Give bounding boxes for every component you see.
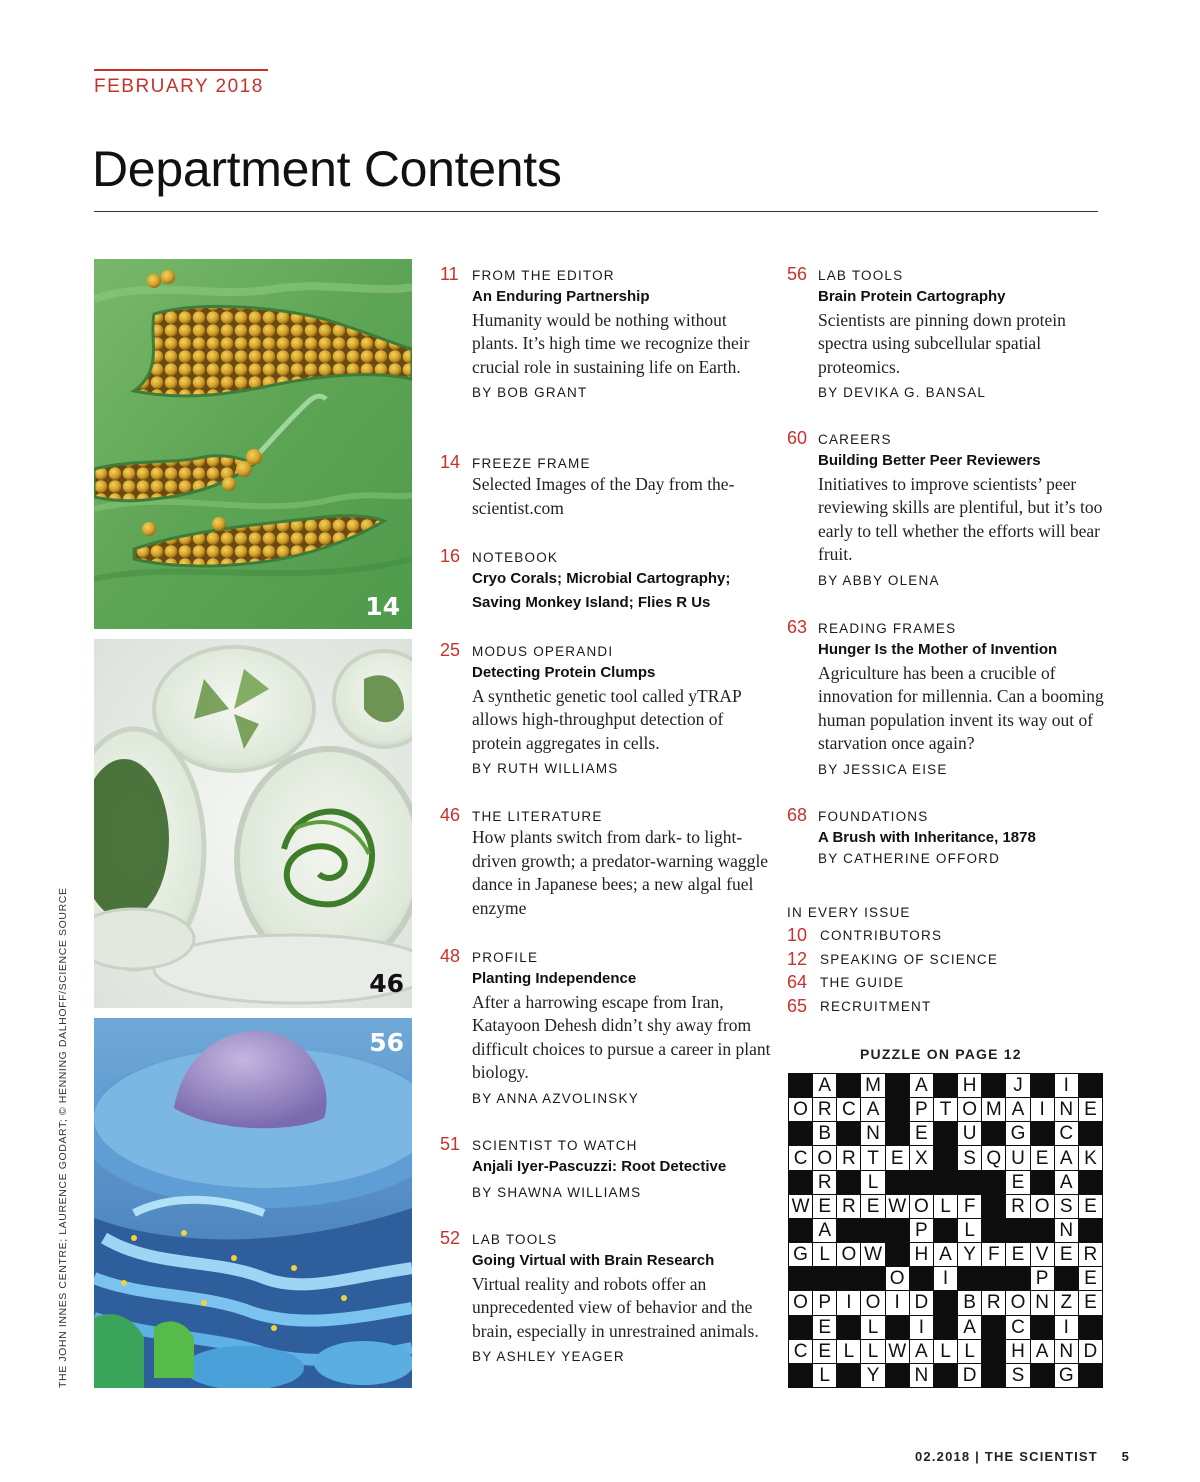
crossword-cell[interactable]: E xyxy=(1079,1291,1102,1314)
entry-page-number: 60 xyxy=(787,428,808,448)
crossword-block xyxy=(789,1122,812,1145)
crossword-block xyxy=(982,1267,1005,1290)
crossword-cell[interactable]: R xyxy=(1079,1243,1102,1266)
crossword-cell[interactable]: A xyxy=(1055,1171,1078,1194)
page-number: 5 xyxy=(1121,1449,1130,1464)
entry-byline: BY ANNA AZVOLINSKY xyxy=(472,1090,639,1106)
entry-department: NOTEBOOK xyxy=(472,550,559,565)
crossword-block xyxy=(789,1364,812,1387)
crossword-cell[interactable]: H xyxy=(1006,1340,1029,1363)
photo-petri-dishes xyxy=(94,639,412,1008)
crossword-block xyxy=(1079,1219,1102,1242)
crossword-cell[interactable]: N xyxy=(1055,1219,1078,1242)
crossword-cell[interactable]: O xyxy=(1006,1291,1029,1314)
crossword-cell[interactable]: E xyxy=(813,1316,836,1339)
crossword-cell[interactable]: A xyxy=(1055,1146,1078,1169)
every-issue-heading: IN EVERY ISSUE xyxy=(787,905,911,920)
crossword-block xyxy=(1079,1171,1102,1194)
crossword-cell[interactable]: A xyxy=(813,1074,836,1097)
crossword-cell[interactable]: O xyxy=(837,1243,860,1266)
crossword-cell[interactable]: A xyxy=(958,1316,981,1339)
entry-dek: Initiatives to improve scientists’ peer reviewing skills are plentiful, but it’s too early to tell whether the efforts will bear fruit. xyxy=(818,473,1103,564)
crossword-block xyxy=(861,1267,884,1290)
entry-page-number: 14 xyxy=(440,452,461,472)
crossword-cell[interactable]: A xyxy=(1031,1340,1054,1363)
crossword-cell[interactable]: A xyxy=(934,1243,957,1266)
every-issue-label: SPEAKING OF SCIENCE xyxy=(820,951,999,967)
crossword-block xyxy=(1031,1171,1054,1194)
crossword-block xyxy=(934,1219,957,1242)
crossword-cell[interactable]: Y xyxy=(958,1243,981,1266)
entry-department: SCIENTIST TO WATCH xyxy=(472,1138,638,1153)
photo-cell-illustration xyxy=(94,1018,412,1388)
crossword-cell[interactable]: E xyxy=(1006,1171,1029,1194)
crossword-cell[interactable]: O xyxy=(861,1291,884,1314)
entry-department: READING FRAMES xyxy=(818,621,957,636)
crossword-block xyxy=(886,1171,909,1194)
toc-entry xyxy=(440,805,772,920)
crossword-cell[interactable]: L xyxy=(813,1364,836,1387)
entry-headline[interactable]: Planting Independence xyxy=(472,970,637,987)
every-issue-page: 10 xyxy=(787,925,808,946)
crossword-cell[interactable]: P xyxy=(1031,1267,1054,1290)
entry-byline: BY RUTH WILLIAMS xyxy=(472,761,619,776)
crossword-cell[interactable]: R xyxy=(813,1171,836,1194)
crossword-cell[interactable]: N xyxy=(861,1122,884,1145)
crossword-cell[interactable]: Z xyxy=(1055,1291,1078,1314)
crossword-cell[interactable]: R xyxy=(837,1146,860,1169)
crossword-cell[interactable]: E xyxy=(1079,1267,1102,1290)
photo-page-number: 56 xyxy=(369,1028,404,1057)
crossword-block xyxy=(982,1171,1005,1194)
crossword-cell[interactable]: F xyxy=(982,1243,1005,1266)
crossword-cell[interactable]: I xyxy=(886,1291,909,1314)
page-folio xyxy=(915,1449,1130,1464)
crossword-block xyxy=(982,1122,1005,1145)
crossword-cell[interactable]: O xyxy=(886,1267,909,1290)
toc-entry xyxy=(440,264,772,402)
entry-dek: After a harrowing escape from Iran, Katayoon Dehesh didn’t shy away from difficult choices to pursue a career in plant biology. xyxy=(472,991,771,1082)
entry-department: PROFILE xyxy=(472,950,539,965)
crossword-cell[interactable]: O xyxy=(1031,1195,1054,1218)
toc-entry xyxy=(787,805,1118,868)
entry-department: MODUS OPERANDI xyxy=(472,644,614,659)
crossword-block xyxy=(934,1146,957,1169)
entry-page-number: 51 xyxy=(440,1134,461,1154)
entry-dek: Scientists are pinning down protein spectra using subcellular spatial proteomics. xyxy=(818,309,1066,377)
entry-dek: Agriculture has been a crucible of innovation for millennia. Can a booming human population invent its way out of starvation once again? xyxy=(818,662,1104,753)
crossword-block xyxy=(837,1074,860,1097)
crossword-cell[interactable]: U xyxy=(1006,1146,1029,1169)
crossword-cell[interactable]: W xyxy=(886,1340,909,1363)
crossword-cell[interactable]: K xyxy=(1079,1146,1102,1169)
crossword-cell[interactable]: Q xyxy=(982,1146,1005,1169)
crossword-cell[interactable]: L xyxy=(958,1340,981,1363)
crossword-cell[interactable]: L xyxy=(813,1243,836,1266)
crossword-cell[interactable]: B xyxy=(813,1122,836,1145)
crossword-cell[interactable]: G xyxy=(1055,1364,1078,1387)
crossword-cell[interactable]: G xyxy=(1006,1122,1029,1145)
entry-page-number: 63 xyxy=(787,617,808,637)
crossword-cell[interactable]: E xyxy=(813,1340,836,1363)
crossword-block xyxy=(1079,1122,1102,1145)
crossword-cell[interactable]: E xyxy=(813,1195,836,1218)
crossword-cell[interactable]: O xyxy=(789,1098,812,1121)
crossword-cell[interactable]: V xyxy=(1031,1243,1054,1266)
entry-page-number: 68 xyxy=(787,805,808,825)
crossword-cell[interactable]: E xyxy=(1031,1146,1054,1169)
crossword-cell[interactable]: O xyxy=(813,1146,836,1169)
every-issue-item[interactable] xyxy=(787,924,998,948)
toc-entry xyxy=(787,617,1118,779)
crossword-block xyxy=(982,1195,1005,1218)
crossword-cell[interactable]: R xyxy=(813,1098,836,1121)
crossword-block xyxy=(789,1267,812,1290)
page-title: Department Contents xyxy=(92,141,562,197)
crossword-grid xyxy=(788,1073,1103,1388)
crossword-block xyxy=(982,1364,1005,1387)
crossword-block xyxy=(789,1316,812,1339)
entry-dek: A synthetic genetic tool called yTRAP allows high-throughput detection of protein aggregates in cells. xyxy=(472,685,742,753)
crossword-cell[interactable]: I xyxy=(934,1267,957,1290)
crossword-cell[interactable]: W xyxy=(886,1195,909,1218)
crossword-cell[interactable]: I xyxy=(910,1316,933,1339)
crossword-cell[interactable]: A xyxy=(910,1074,933,1097)
crossword-cell[interactable]: C xyxy=(1055,1122,1078,1145)
entry-headline[interactable]: Brain Protein Cartography xyxy=(818,288,1006,305)
crossword-block xyxy=(886,1364,909,1387)
crossword-cell[interactable]: E xyxy=(1055,1243,1078,1266)
crossword-block xyxy=(813,1267,836,1290)
entry-page-number: 46 xyxy=(440,805,461,825)
entry-byline: BY SHAWNA WILLIAMS xyxy=(472,1184,642,1200)
crossword-cell[interactable]: F xyxy=(958,1195,981,1218)
crossword-cell[interactable]: I xyxy=(1055,1316,1078,1339)
crossword-block xyxy=(789,1074,812,1097)
crossword-cell[interactable]: I xyxy=(837,1291,860,1314)
entry-headline[interactable]: Hunger Is the Mother of Invention xyxy=(818,641,1058,658)
crossword-block xyxy=(789,1171,812,1194)
crossword-cell[interactable]: O xyxy=(958,1098,981,1121)
crossword-cell[interactable]: M xyxy=(861,1074,884,1097)
entry-department: FOUNDATIONS xyxy=(818,809,929,824)
crossword-block xyxy=(837,1171,860,1194)
puzzle-label: PUZZLE ON PAGE 12 xyxy=(860,1046,1022,1062)
every-issue-item[interactable] xyxy=(787,948,998,972)
crossword-cell[interactable]: L xyxy=(861,1340,884,1363)
crossword-block xyxy=(861,1219,884,1242)
every-issue-page: 12 xyxy=(787,948,808,969)
crossword-cell[interactable]: Y xyxy=(861,1364,884,1387)
crossword-block xyxy=(1079,1364,1102,1387)
crossword-block xyxy=(1031,1219,1054,1242)
crossword-block xyxy=(982,1074,1005,1097)
entry-page-number: 11 xyxy=(440,264,459,284)
every-issue-list xyxy=(787,924,998,1018)
crossword-cell[interactable]: C xyxy=(1006,1316,1029,1339)
crossword-cell[interactable]: O xyxy=(910,1195,933,1218)
crossword-cell[interactable]: A xyxy=(813,1219,836,1242)
crossword-cell[interactable]: L xyxy=(934,1195,957,1218)
entry-byline: BY JESSICA EISE xyxy=(818,761,948,777)
entry-headline[interactable]: Detecting Protein Clumps xyxy=(472,664,656,681)
crossword-cell[interactable]: R xyxy=(837,1195,860,1218)
crossword-block xyxy=(934,1316,957,1339)
entry-byline: BY ABBY OLENA xyxy=(818,572,940,588)
crossword-cell[interactable]: X xyxy=(910,1146,933,1169)
crossword-cell[interactable]: U xyxy=(958,1122,981,1145)
crossword-cell[interactable]: H xyxy=(910,1243,933,1266)
crossword-block xyxy=(886,1316,909,1339)
crossword-block xyxy=(789,1219,812,1242)
crossword-cell[interactable]: L xyxy=(934,1340,957,1363)
crossword-cell[interactable]: E xyxy=(1006,1243,1029,1266)
photo-credit: THE JOHN INNES CENTRE; LAURENCE GODART; © HENNING DALHOFF/SCIENCE SOURCE xyxy=(57,887,69,1388)
entry-headline[interactable]: Cryo Corals; Microbial Cartography; Saving Monkey Island; Flies R Us xyxy=(472,570,731,611)
entry-dek: Humanity would be nothing without plants. It’s high time we recognize their crucial role in sustaining life on Earth. xyxy=(472,309,750,377)
crossword-cell[interactable]: C xyxy=(837,1098,860,1121)
crossword-cell[interactable]: I xyxy=(1055,1074,1078,1097)
crossword-cell[interactable]: B xyxy=(958,1291,981,1314)
crossword-cell[interactable]: A xyxy=(1006,1098,1029,1121)
entry-department: FREEZE FRAME xyxy=(472,456,591,471)
crossword-cell[interactable]: T xyxy=(861,1146,884,1169)
crossword-cell[interactable]: O xyxy=(789,1291,812,1314)
crossword-cell[interactable]: W xyxy=(789,1195,812,1218)
entry-headline[interactable]: Anjali Iyer-Pascuzzi: Root Detective xyxy=(472,1158,727,1175)
crossword-cell[interactable]: C xyxy=(789,1340,812,1363)
toc-entry xyxy=(440,546,772,614)
crossword-block xyxy=(982,1340,1005,1363)
toc-entry xyxy=(440,946,772,1108)
entry-page-number: 25 xyxy=(440,640,461,660)
entry-department: LAB TOOLS xyxy=(818,268,904,283)
crossword-cell[interactable]: L xyxy=(861,1171,884,1194)
entry-byline: BY BOB GRANT xyxy=(472,385,588,400)
crossword-cell[interactable]: P xyxy=(813,1291,836,1314)
crossword-block xyxy=(886,1122,909,1145)
crossword-cell[interactable]: E xyxy=(1079,1195,1102,1218)
entry-headline[interactable]: A Brush with Inheritance, 1878 xyxy=(818,829,1036,846)
crossword-cell[interactable]: J xyxy=(1006,1074,1029,1097)
crossword-cell[interactable]: G xyxy=(789,1243,812,1266)
crossword-cell[interactable]: S xyxy=(1055,1195,1078,1218)
every-issue-item[interactable] xyxy=(787,995,998,1019)
photo-pollen-leaf xyxy=(94,259,412,629)
crossword-block xyxy=(910,1267,933,1290)
crossword-block xyxy=(934,1364,957,1387)
crossword-cell[interactable]: R xyxy=(982,1291,1005,1314)
crossword-block xyxy=(934,1171,957,1194)
crossword-cell[interactable]: H xyxy=(958,1074,981,1097)
entry-page-number: 52 xyxy=(440,1228,461,1248)
crossword-block xyxy=(958,1171,981,1194)
crossword-cell[interactable]: A xyxy=(910,1340,933,1363)
crossword-cell[interactable]: E xyxy=(910,1122,933,1145)
entry-byline: BY CATHERINE OFFORD xyxy=(818,850,1001,866)
crossword-block xyxy=(1031,1122,1054,1145)
photo-page-number: 46 xyxy=(369,969,404,998)
crossword-cell[interactable]: I xyxy=(1031,1098,1054,1121)
crossword-cell[interactable]: A xyxy=(861,1098,884,1121)
entry-byline: BY DEVIKA G. BANSAL xyxy=(818,385,987,400)
crossword-cell[interactable]: L xyxy=(958,1219,981,1242)
every-issue-item[interactable] xyxy=(787,971,998,995)
crossword-cell[interactable]: N xyxy=(1031,1291,1054,1314)
crossword-block xyxy=(886,1074,909,1097)
every-issue-label: RECRUITMENT xyxy=(820,998,932,1014)
crossword-cell[interactable]: R xyxy=(1006,1195,1029,1218)
every-issue-label: THE GUIDE xyxy=(820,975,905,991)
entry-dek: How plants switch from dark- to light-driven growth; a predator-warning waggle dance in Japanese bees; a new algal fuel enzyme xyxy=(472,827,769,918)
crossword-cell[interactable]: C xyxy=(789,1146,812,1169)
crossword-cell[interactable]: T xyxy=(934,1098,957,1121)
entry-headline[interactable]: Going Virtual with Brain Research xyxy=(472,1252,715,1269)
crossword-cell[interactable]: L xyxy=(837,1340,860,1363)
issue-date-rule xyxy=(94,69,268,71)
crossword-block xyxy=(1006,1219,1029,1242)
entry-byline: BY ASHLEY YEAGER xyxy=(472,1349,625,1364)
entry-page-number: 16 xyxy=(440,546,461,566)
crossword-block xyxy=(1006,1267,1029,1290)
folio-text: 02.2018 | THE SCIENTIST xyxy=(914,1449,1098,1464)
toc-entry xyxy=(787,264,1118,402)
crossword-cell[interactable]: N xyxy=(910,1364,933,1387)
issue-date: FEBRUARY 2018 xyxy=(94,76,264,97)
crossword-block xyxy=(958,1267,981,1290)
crossword-cell[interactable]: E xyxy=(1079,1098,1102,1121)
crossword-cell[interactable]: S xyxy=(1006,1364,1029,1387)
crossword-block xyxy=(1031,1074,1054,1097)
crossword-block xyxy=(886,1098,909,1121)
crossword-cell[interactable]: E xyxy=(886,1146,909,1169)
entry-dek: Selected Images of the Day from the-scientist.com xyxy=(472,474,735,518)
crossword-block xyxy=(1055,1267,1078,1290)
crossword-block xyxy=(934,1122,957,1145)
crossword-block xyxy=(1031,1364,1054,1387)
crossword-cell[interactable]: D xyxy=(910,1291,933,1314)
crossword-block xyxy=(837,1316,860,1339)
crossword-block xyxy=(934,1074,957,1097)
entry-page-number: 48 xyxy=(440,946,461,966)
entry-page-number: 56 xyxy=(787,264,808,284)
crossword-block xyxy=(910,1171,933,1194)
crossword-cell[interactable]: E xyxy=(861,1195,884,1218)
entry-department: FROM THE EDITOR xyxy=(472,268,615,283)
every-issue-label: CONTRIBUTORS xyxy=(820,928,943,944)
crossword-block xyxy=(982,1316,1005,1339)
crossword-block xyxy=(886,1243,909,1266)
toc-entry xyxy=(787,428,1118,590)
crossword-cell[interactable]: L xyxy=(861,1316,884,1339)
crossword-block xyxy=(934,1291,957,1314)
crossword-cell[interactable]: D xyxy=(1079,1340,1102,1363)
crossword-block xyxy=(1079,1074,1102,1097)
crossword-cell[interactable]: D xyxy=(958,1364,981,1387)
entry-department: LAB TOOLS xyxy=(472,1232,558,1247)
entry-headline[interactable]: An Enduring Partnership xyxy=(472,288,650,305)
entry-headline[interactable]: Building Better Peer Reviewers xyxy=(818,452,1041,469)
crossword-block xyxy=(837,1267,860,1290)
toc-entry xyxy=(440,640,772,778)
crossword-cell[interactable]: N xyxy=(1055,1098,1078,1121)
crossword-cell[interactable]: M xyxy=(982,1098,1005,1121)
toc-entry xyxy=(440,1134,772,1202)
crossword-block xyxy=(837,1219,860,1242)
crossword-block xyxy=(837,1364,860,1387)
entry-department: CAREERS xyxy=(818,432,892,447)
entry-department: THE LITERATURE xyxy=(472,809,603,824)
crossword-cell[interactable]: W xyxy=(861,1243,884,1266)
every-issue-page: 64 xyxy=(787,972,808,993)
toc-entry xyxy=(440,1228,772,1366)
crossword-block xyxy=(1079,1316,1102,1339)
crossword-block xyxy=(982,1219,1005,1242)
crossword-cell[interactable]: N xyxy=(1055,1340,1078,1363)
crossword-cell[interactable]: P xyxy=(910,1098,933,1121)
crossword-cell[interactable]: S xyxy=(958,1146,981,1169)
title-rule xyxy=(94,211,1098,212)
photo-page-number: 14 xyxy=(365,592,400,621)
entry-dek: Virtual reality and robots offer an unprecedented view of behavior and the brain, especially in unrestrained animals. xyxy=(472,1273,759,1341)
crossword-cell[interactable]: P xyxy=(910,1219,933,1242)
every-issue-page: 65 xyxy=(787,995,808,1016)
crossword-block xyxy=(1031,1316,1054,1339)
crossword-block xyxy=(837,1122,860,1145)
crossword-block xyxy=(886,1219,909,1242)
toc-entry xyxy=(440,452,772,520)
